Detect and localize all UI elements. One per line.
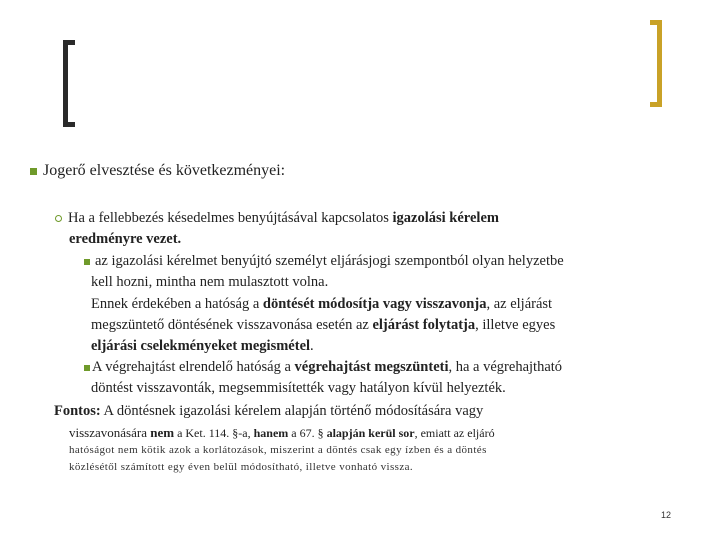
item1-text-3c: , az eljárást bbox=[486, 296, 553, 312]
item1-line-2: kell hozni, mintha nem mulasztott volna. bbox=[91, 274, 329, 290]
note-line-3: hatóságot nem kötik azok a korlátozások, miszerint a döntés csak egy ízben és a döntés bbox=[69, 444, 487, 456]
item1-line-3 bbox=[91, 296, 552, 313]
sub-bullet-bold: igazolási kérelem bbox=[392, 210, 499, 226]
item1-text-3a: Ennek érdekében a hatóság a bbox=[91, 296, 263, 312]
item1-text-4c: , illetve egyes bbox=[475, 317, 556, 333]
item1-text-5b: . bbox=[310, 338, 314, 354]
item2-text-1a: A végrehajtást elrendelő hatóság a bbox=[92, 359, 295, 375]
item1-text-4a: megszüntető döntésének visszavonása esetén az bbox=[91, 317, 373, 333]
item2-bold-1: végrehajtást megszünteti bbox=[294, 359, 449, 375]
note-text-2e: a 67. § bbox=[288, 426, 327, 440]
item1-line-5 bbox=[91, 338, 314, 355]
left-bracket-decoration bbox=[63, 40, 75, 127]
page-number: 12 bbox=[661, 510, 672, 520]
sub-bullet-line-1 bbox=[55, 210, 499, 227]
note-bold-nem: nem bbox=[150, 425, 175, 440]
item1-text-1: az igazolási kérelmet benyújtó személyt eljárásjogi szempontból olyan helyzetbe bbox=[95, 253, 564, 269]
heading-text: Jogerő elvesztése és következményei: bbox=[43, 162, 286, 179]
sub-bullet-text: Ha a fellebbezés késedelmes benyújtásával kapcsolatos bbox=[68, 210, 393, 226]
note-line-4: közlésétől számított egy éven belül módosítható, illetve vonható vissza. bbox=[69, 461, 414, 473]
sub-bullet-line-2: eredményre vezet. bbox=[69, 231, 182, 247]
note-label: Fontos: bbox=[54, 403, 101, 419]
item1-bold-5: eljárási cselekményeket megismétel bbox=[91, 338, 311, 354]
item2-text-1c: , ha a végrehajtható bbox=[448, 359, 563, 375]
item1-bold-4: eljárást folytatja bbox=[372, 317, 476, 333]
square-bullet-icon bbox=[84, 259, 90, 265]
note-bold-alapjan: alapján kerül sor bbox=[326, 426, 415, 440]
note-text-2g: , emiatt az eljáró bbox=[414, 426, 495, 440]
note-text-2c: a Ket. 114. §-a, bbox=[174, 426, 254, 440]
item2-line-2: döntést visszavonták, megsemmisítették vagy hatályon kívül helyezték. bbox=[91, 380, 506, 396]
heading-item bbox=[43, 162, 285, 180]
note-bold-hanem: hanem bbox=[253, 426, 289, 440]
note-line-1 bbox=[54, 403, 483, 420]
item1-bold-3: döntését módosítja vagy visszavonja bbox=[262, 296, 487, 312]
note-text-1: A döntésnek igazolási kérelem alapján történő módosítására vagy bbox=[100, 403, 484, 419]
right-bracket-decoration bbox=[650, 20, 662, 107]
note-line-2 bbox=[69, 425, 495, 441]
item1-line-1 bbox=[84, 253, 564, 270]
item1-line-4 bbox=[91, 317, 555, 334]
square-bullet-icon bbox=[84, 365, 90, 371]
ring-bullet-icon bbox=[55, 215, 62, 222]
note-text-2a: visszavonására bbox=[69, 425, 151, 440]
square-bullet-icon bbox=[30, 168, 37, 175]
item2-line-1 bbox=[84, 359, 562, 376]
